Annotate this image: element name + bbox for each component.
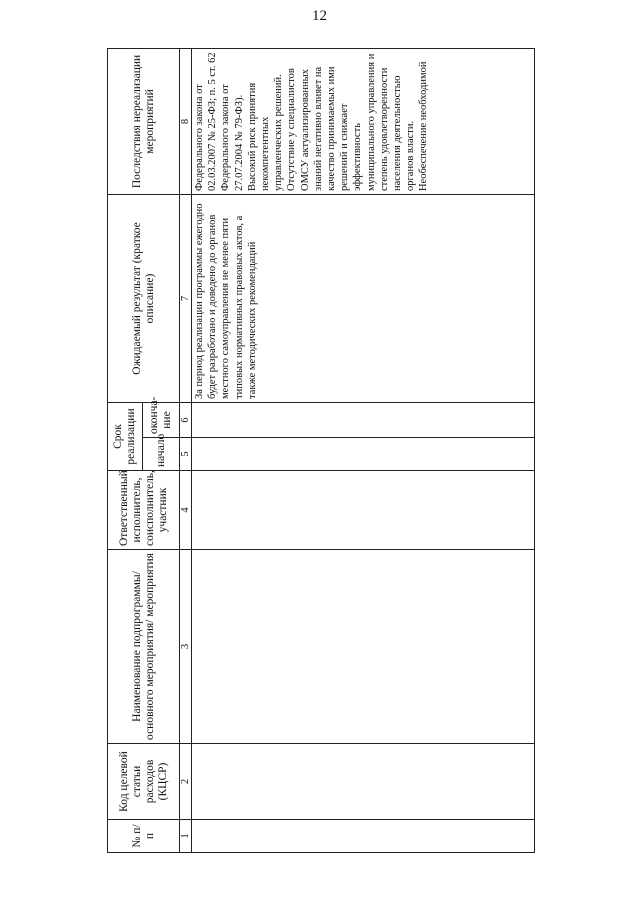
- column-number: 7: [180, 195, 192, 403]
- column-number: 6: [180, 403, 192, 438]
- header-kcsr: Код целевой статьи расходов (КЦСР): [108, 744, 180, 820]
- column-number: 8: [180, 49, 192, 195]
- rotated-table-container: [107, 49, 535, 853]
- cell-number: [192, 820, 535, 853]
- column-number: 5: [180, 438, 192, 471]
- header-expected-result: Ожидаемый результат (краткое описание): [108, 195, 180, 403]
- column-number: 2: [180, 744, 192, 820]
- cell-consequences: Федерального закона от 02.03.2007 № 25-ФЗ; п. 5 ст. 62 Федерального закона от 27.07.2004 № 79-ФЗ). Высокий риск принятия некомпетентных управленческих решений. Отсутствие у специалистов ОМСУ актуализированных знаний негативно влияет на качество принимаемых ими решений и снижает эффективность муниципального управления и степень удовлетворенности населения деятельностью органов власти. Необеспечение необходимой: [192, 49, 535, 195]
- program-table: [107, 48, 535, 853]
- cell-start: [192, 438, 535, 471]
- header-term: Срок реализации: [108, 403, 143, 471]
- header-name: Наименование подпрограммы/ основного мероприятия/ мероприятия: [108, 550, 180, 744]
- page-number: 12: [312, 8, 327, 24]
- column-number: 1: [180, 820, 192, 853]
- cell-name: [192, 550, 535, 744]
- header-end: оконча-ние: [143, 403, 180, 438]
- cell-expected-result: За период реализации программы ежегодно будет разработано и доведено до органов местного самоуправления не менее пяти типовых нормативных правовых актов, а также методических рекомендаций: [192, 195, 535, 403]
- header-number: № п/п: [108, 820, 180, 853]
- column-number: 4: [180, 471, 192, 550]
- table-row: [192, 49, 535, 853]
- cell-executor: [192, 471, 535, 550]
- cell-kcsr: [192, 744, 535, 820]
- column-number: 3: [180, 550, 192, 744]
- cell-end: [192, 403, 535, 438]
- header-start: начало: [143, 438, 180, 471]
- header-consequences: Последствия нереализации мероприятий: [108, 49, 180, 195]
- header-executor: Ответственный исполнитель, соисполнитель, участник: [108, 471, 180, 550]
- column-numbers-row: [180, 49, 192, 853]
